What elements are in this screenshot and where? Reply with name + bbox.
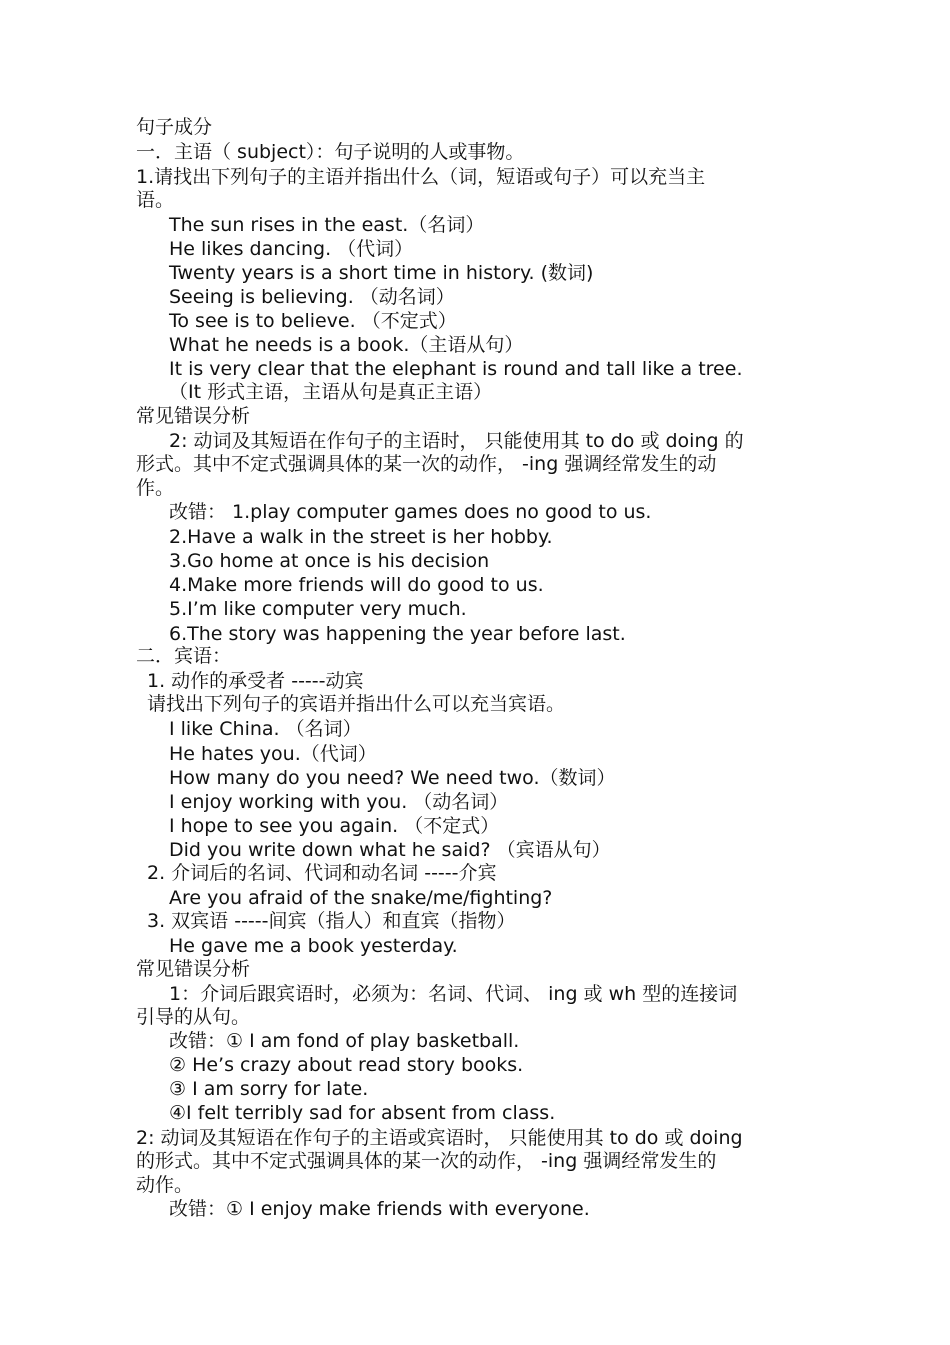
correction-item: 改错：① I enjoy make friends with everyone. xyxy=(169,1198,590,1220)
example-line: Twenty years is a short time in history. (数词) xyxy=(169,262,594,284)
rule-line: 2: 动词及其短语在作句子的主语时， 只能使用其 to do 或 doing 的 xyxy=(169,430,744,452)
example-line: It is very clear that the elephant is round and tall like a tree. xyxy=(169,358,743,380)
correction-item: 3.Go home at once is his decision xyxy=(169,550,490,572)
example-line: He hates you.（代词） xyxy=(169,743,377,765)
example-line: （It 形式主语，主语从句是真正主语） xyxy=(169,381,493,403)
example-line: He likes dancing. （代词） xyxy=(169,238,414,260)
example-line: I like China. （名词） xyxy=(169,718,362,740)
rule-line: 2: 动词及其短语在作句子的主语或宾语时， 只能使用其 to do 或 doing xyxy=(136,1127,743,1149)
correction-item: 改错：① I am fond of play basketball. xyxy=(169,1030,520,1052)
section-1-task: 1.请找出下列句子的主语并指出什么（词，短语或句子）可以充当主 xyxy=(136,166,706,188)
rule-line: 的形式。其中不定式强调具体的某一次的动作， -ing 强调经常发生的 xyxy=(136,1150,717,1172)
example-line: He gave me a book yesterday. xyxy=(169,935,458,957)
correction-item: 4.Make more friends will do good to us. xyxy=(169,574,544,596)
rule-line: 1：介词后跟宾语时，必须为：名词、代词、 ing 或 wh 型的连接词 xyxy=(169,983,738,1005)
doc-title: 句子成分 xyxy=(136,116,213,138)
example-line: How many do you need? We need two.（数词） xyxy=(169,767,616,789)
example-line: The sun rises in the east.（名词） xyxy=(169,214,485,236)
correction-item: 6.The story was happening the year before last. xyxy=(169,623,626,645)
section-2-point-1: 1. 动作的承受者 -----动宾 xyxy=(147,670,364,692)
example-line: Are you afraid of the snake/me/fighting? xyxy=(169,887,553,909)
example-line: I enjoy working with you. （动名词） xyxy=(169,791,509,813)
example-line: To see is to believe. （不定式） xyxy=(169,310,457,332)
example-line: Did you write down what he said? （宾语从句） xyxy=(169,839,611,861)
correction-item: 2.Have a walk in the street is her hobby. xyxy=(169,526,553,548)
correction-item: ③ I am sorry for late. xyxy=(169,1078,369,1100)
example-line: What he needs is a book.（主语从句） xyxy=(169,334,524,356)
correction-item: ④I felt terribly sad for absent from class. xyxy=(169,1102,556,1124)
correction-item: 5.I’m like computer very much. xyxy=(169,598,467,620)
example-line: I hope to see you again. （不定式） xyxy=(169,815,500,837)
correction-item: 改错： 1.play computer games does no good to us. xyxy=(169,501,652,523)
rule-line: 引导的从句。 xyxy=(136,1006,251,1028)
common-errors-heading: 常见错误分析 xyxy=(136,958,251,980)
rule-line: 作。 xyxy=(136,477,175,499)
section-1-task-cont: 语。 xyxy=(136,189,175,211)
example-line: Seeing is believing. （动名词） xyxy=(169,286,455,308)
section-2-point-3: 3. 双宾语 -----间宾（指人）和直宾（指物） xyxy=(147,910,516,932)
section-1-heading: 一．主语（ subject）：句子说明的人或事物。 xyxy=(136,141,525,163)
correction-item: ② He’s crazy about read story books. xyxy=(169,1054,524,1076)
section-2-point-2: 2. 介词后的名词、代词和动名词 -----介宾 xyxy=(147,862,497,884)
rule-line: 形式。其中不定式强调具体的某一次的动作， -ing 强调经常发生的动 xyxy=(136,453,717,475)
common-errors-heading: 常见错误分析 xyxy=(136,405,251,427)
section-2-task: 请找出下列句子的宾语并指出什么可以充当宾语。 xyxy=(147,693,566,715)
section-2-heading: 二．宾语： xyxy=(136,645,232,667)
rule-line: 动作。 xyxy=(136,1174,194,1196)
